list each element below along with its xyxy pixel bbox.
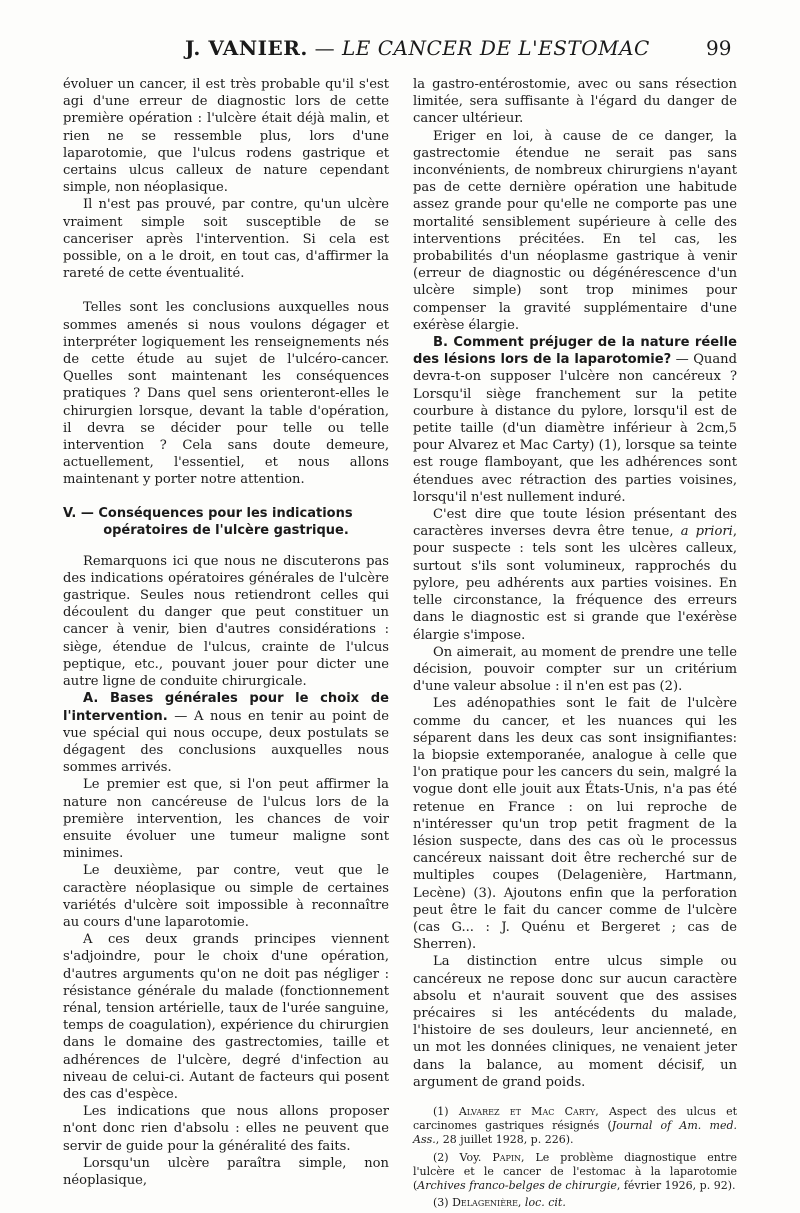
footnote-1-number: (1) — [433, 1104, 459, 1118]
footnote-2-end: , février 1926, p. 92). — [616, 1179, 736, 1192]
section-heading — [63, 505, 389, 539]
footnote-1-journal: Journal of Am. med. Ass. — [413, 1119, 737, 1147]
footnote-1 — [413, 1105, 737, 1148]
header-dash: — — [307, 36, 343, 60]
footnote-2-journal: Archives franco-belges de chirurgie — [417, 1179, 617, 1192]
running-header — [0, 36, 800, 66]
section-heading-line-2: opératoires de l'ulcère gastrique. — [103, 522, 349, 538]
left-paragraph-7: A ces deux grands principes viennent s'adjoindre, pour le choix d'une opération, d'autres arguments qu'on ne doit pas négliger : résistance générale du malade (fonctionnement rénal, tension artérielle, taux de l'urée sanguine, temps de coagulation), expérience du chirurgien dans le domaine des gastrectomies, taille et adhérences de l'ulcère, degré d'infection au niveau de celui-ci. Autant de facteurs qui posent des cas d'espèce. — [63, 932, 389, 1102]
footnote-3-author: Delagenière — [452, 1196, 518, 1210]
subsection-b — [413, 334, 737, 506]
right-paragraph-3 — [413, 506, 737, 644]
subsection-a-text: — A nous en tenir au point de vue spécial qui nous occupe, deux postulats se dégagent des conclusions auxquelles nous sommes arrivés. — [63, 708, 389, 776]
footnote-2 — [413, 1151, 737, 1194]
right-paragraph-3-emphasis: a priori — [680, 524, 733, 540]
subsection-b-title: B. Comment préjuger de la nature réelle des lésions lors de la laparotomie? — [413, 335, 737, 368]
subsection-a — [63, 690, 389, 776]
header-subject: LE CANCER DE L'ESTOMAC — [342, 36, 650, 60]
left-paragraph-6: Le deuxième, par contre, veut que le caractère néoplasique ou simple de certaines variétés d'ulcère soit impossible à reconnaître au cours d'une laparotomie. — [63, 863, 389, 930]
footnote-2-text: , Le problème diagnostique entre l'ulcère et le cancer de l'estomac à la laparotomie ( — [413, 1150, 737, 1192]
left-paragraph-1: évoluer un cancer, il est très probable qu'il s'est agi d'une erreur de diagnostic lors de cette première opération : l'ulcère était déjà malin, et rien ne se ressemble plus, lors d'une laparotomie, que l'ulcus rodens gastrique et certains ulcus calleux de nature cependant simple, non néoplasique. — [63, 77, 389, 196]
right-column — [413, 76, 737, 1213]
right-paragraph-3-start: C'est dire que toute lésion présentant des caractères inverses devra être tenue, — [413, 507, 737, 540]
right-paragraph-3-end: , pour suspecte : tels sont les ulcères calleux, surtout s'ils sont volumineux, rapprochés du pylore, peu adhérents aux parties voisines. En telle circonstance, la fréquence des erreurs dans le diagnostic est si grande que l'exérèse élargie s'impose. — [413, 524, 737, 643]
footnote-3-citation: loc. cit. — [524, 1196, 566, 1210]
footnote-3-sep: , — [517, 1196, 525, 1210]
left-column — [63, 76, 389, 1189]
left-paragraph-2: Il n'est pas prouvé, par contre, qu'un ulcère vraiment simple soit susceptible de se canceriser après l'intervention. Si cela est possible, on a le droit, en tout cas, d'affirmer la rareté de cette éventualité. — [63, 197, 389, 282]
footnote-1-end: , 28 juillet 1928, p. 226). — [435, 1133, 574, 1147]
section-heading-line-1: V. — Conséquences pour les indications — [63, 505, 353, 521]
right-paragraph-5: Les adénopathies sont le fait de l'ulcère comme du cancer, et les nuances qui les séparent dans les deux cas sont insignifiantes: la biopsie extemporanée, analogue à celle que l'on pratique pour les cancers du sein, malgré la vogue dont elle jouit aux États-Unis, n'a pas été retenue en France : on lui reproche de n'intéresser qu'un trop petit fragment de la lésion suspecte, dans des cas où le processus cancéreux naissant doit être recherché sur de multiples coupes (Delagenière, Hartmann, Lecène) (3). Ajoutons enfin que la perforation peut être le fait du cancer comme de l'ulcère (cas G... : J. Quénu et Bergeret ; cas de Sherren). — [413, 696, 737, 953]
right-paragraph-4: On aimerait, au moment de prendre une telle décision, pouvoir compter sur un critérium d'une valeur absolue : il n'en est pas (2). — [413, 644, 737, 695]
footnote-1-text: , Aspect des ulcus et carcinomes gastriques résignés ( — [413, 1104, 738, 1133]
paragraph-gap — [63, 282, 389, 299]
left-paragraph-8: Les indications que nous allons proposer n'ont donc rien d'absolu : elles ne peuvent que servir de guide pour la généralité des faits. — [63, 1104, 389, 1154]
subsection-a-title: A. Bases générales pour le choix de l'intervention. — [63, 691, 389, 724]
footnote-3 — [413, 1196, 737, 1210]
subsection-b-text: — Quand devra-t-on supposer l'ulcère non cancéreux ? Lorsqu'il siège franchement sur la petite courbure à distance du pylore, lorsqu'il est de petite taille (d'un diamètre inférieur à 2cm,5 pour Alvarez et Mac Carty) (1), lorsque sa teinte est rouge flamboyant, que les adhérences sont étendues avec rétraction des parties voisines, lorsqu'il n'est nullement induré. — [413, 352, 737, 505]
left-paragraph-9: Lorsqu'un ulcère paraîtra simple, non néoplasique, — [63, 1155, 389, 1188]
footnote-1-authors: Alvarez et Mac Carty — [458, 1104, 596, 1118]
footnote-2-number: (2) Voy. — [433, 1150, 493, 1164]
right-paragraph-1: la gastro-entérostomie, avec ou sans résection limitée, sera suffisante à l'égard du danger de cancer ultérieur. — [413, 77, 737, 127]
footnote-3-number: (3) — [433, 1196, 453, 1210]
page-number: 99 — [706, 36, 732, 60]
left-paragraph-4: Remarquons ici que nous ne discuterons pas des indications opératoires générales de l'ulcère gastrique. Seules nous retiendront celles qui découlent du danger que peut constituer un cancer à venir, bien d'autres considérations : siège, étendue de l'ulcus, crainte de l'ulcus peptique, etc., pouvant jouer pour dicter une autre ligne de conduite chirurgicale. — [63, 553, 389, 690]
right-paragraph-2: Eriger en loi, à cause de ce danger, la gastrectomie étendue ne serait pas sans inconvénients, de nombreux chirurgiens n'ayant pas de cette dernière opération une habitude assez grande pour qu'elle ne comporte pas une mortalité sensiblement supérieure à celle des interventions précitées. En tel cas, les probabilités d'un néoplasme gastrique à venir (erreur de diagnostic ou dégénérescence d'un ulcère simple) sont trop minimes pour compenser la gravité supplémentaire d'une exérèse élargie. — [413, 128, 737, 333]
footnotes — [413, 1105, 737, 1210]
left-paragraph-5: Le premier est que, si l'on peut affirmer la nature non cancéreuse de l'ulcus lors de la première intervention, les chances de voir ensuite évoluer une tumeur maligne sont minimes. — [63, 777, 389, 862]
running-title — [185, 36, 650, 60]
footnote-separator — [413, 1091, 737, 1105]
header-author: J. VANIER. — [185, 36, 308, 60]
right-paragraph-6: La distinction entre ulcus simple ou cancéreux ne repose donc sur aucun caractère absolu et n'aurait souvent que des assises précaires si les antécédents du malade, l'histoire de ses douleurs, leur ancienneté, en un mot les données cliniques, ne venaient jeter dans la balance, au moment décisif, un argument de grand poids. — [413, 954, 737, 1090]
left-paragraph-3: Telles sont les conclusions auxquelles nous sommes amenés si nous voulons dégager et interpréter logiquement les renseignements nés de cette étude au sujet de l'ulcéro-cancer. Quelles sont maintenant les conséquences pratiques ? Dans quel sens orienteront-elles le chirurgien lorsque, devant la table d'opération, il devra se décider pour telle ou telle intervention ? Cela sans doute demeure, actuellement, l'essentiel, et nous allons maintenant y porter notre attention. — [63, 300, 389, 488]
footnote-2-author: Papin — [492, 1150, 522, 1164]
